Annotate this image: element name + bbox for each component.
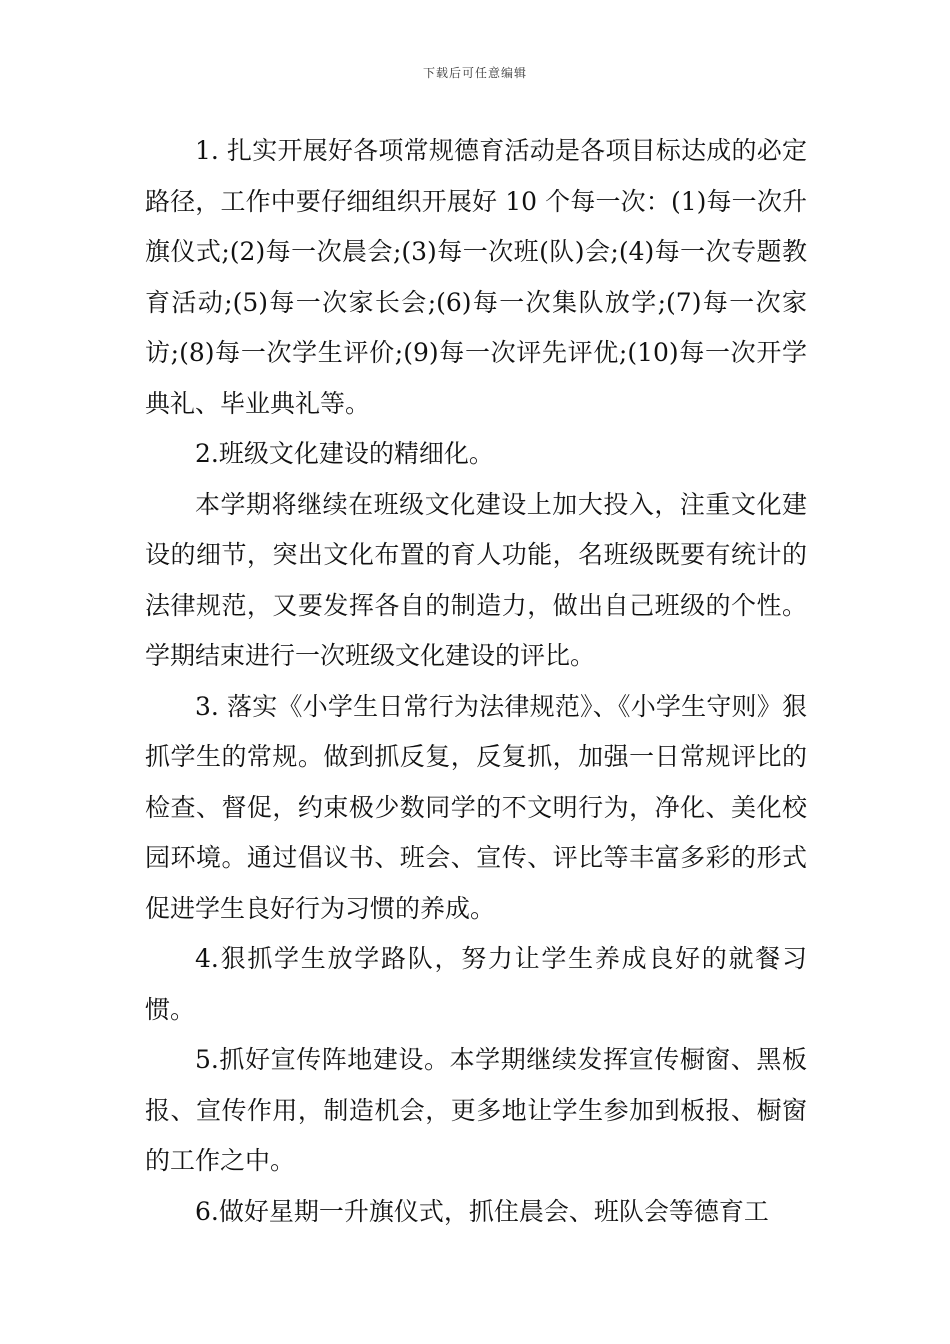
paragraph-routine-activities: 1. 扎实开展好各项常规德育活动是各项目标达成的必定路径，工作中要仔细组织开展好 10 个每一次：(1)每一次升旗仪式;(2)每一次晨会;(3)每一次班(队)会;(4)每一次专题教育活动;(5)每一次家长会;(6)每一次集队放学;(7)每一次家访;(8)每一次学生评价;(9)每一次评先评优;(10)每一次开学典礼、毕业典礼等。 [145, 136, 807, 418]
paragraph-class-culture: 本学期将继续在班级文化建设上加大投入，注重文化建设的细节，突出文化布置的育人功能，名班级既要有统计的法律规范，又要发挥各自的制造力，做出自己班级的个性。学期结束进行一次班级文化建设的评比。 [145, 489, 807, 670]
document-body [145, 126, 807, 1237]
paragraph-dismissal-lines: 4.狠抓学生放学路队，努力让学生养成良好的就餐习惯。 [145, 944, 807, 1024]
paragraph-publicity: 5.抓好宣传阵地建设。本学期继续发挥宣传橱窗、黑板报、宣传作用，制造机会，更多地让学生参加到板报、橱窗的工作之中。 [145, 1045, 807, 1175]
paragraph-code-of-conduct: 3. 落实《小学生日常行为法律规范》、《小学生守则》狠抓学生的常规。做到抓反复，反复抓，加强一日常规评比的检查、督促，约束极少数同学的不文明行为，净化、美化校园环境。通过倡议书、班会、宣传、评比等丰富多彩的形式促进学生良好行为习惯的养成。 [145, 691, 807, 923]
page-header: 下载后可任意编辑 [422, 66, 527, 80]
paragraph-class-culture-heading: 2.班级文化建设的精细化。 [195, 439, 494, 468]
paragraph-flag-raising: 6.做好星期一升旗仪式，抓住晨会、班队会等德育工 [195, 1196, 769, 1226]
